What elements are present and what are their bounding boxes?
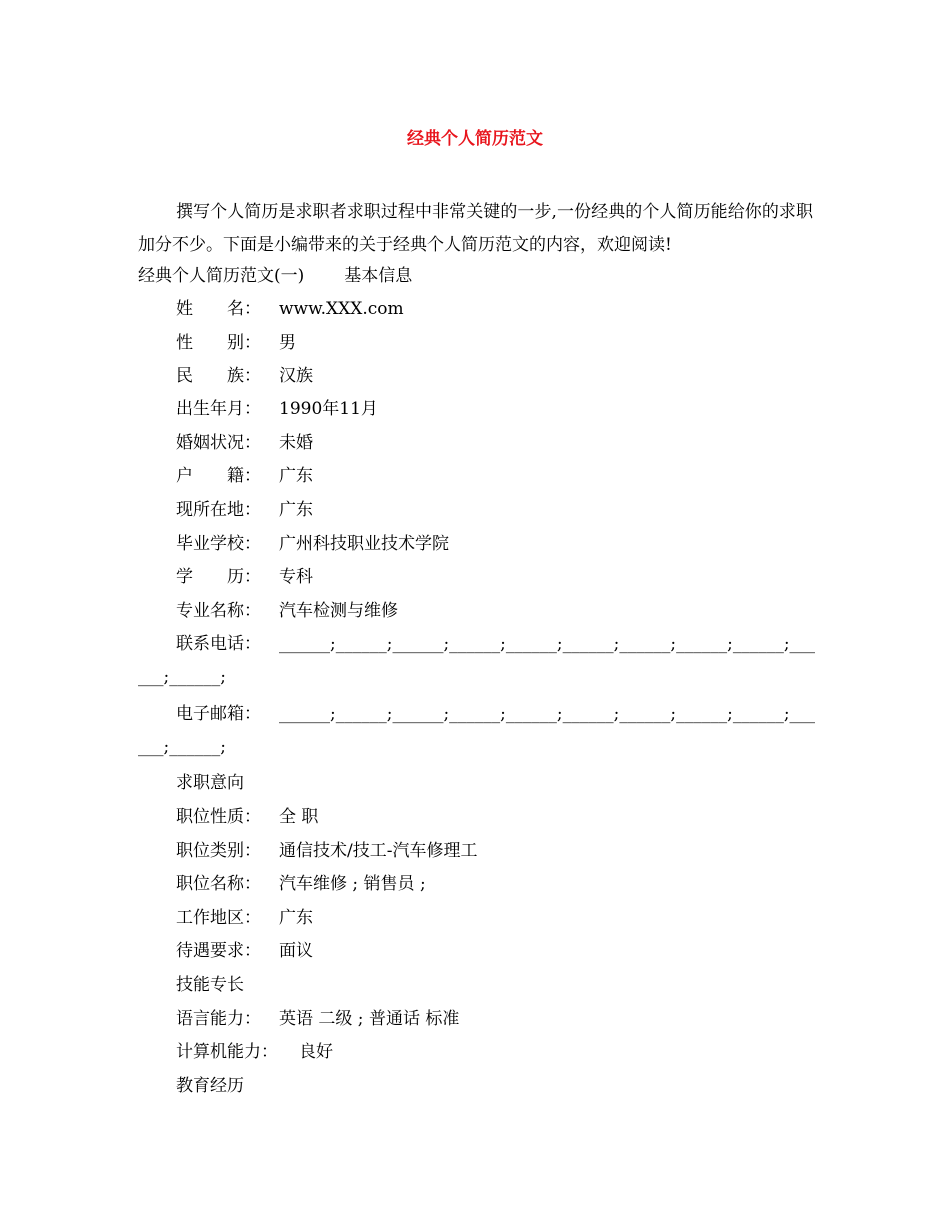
field-label: 民 族： xyxy=(176,366,261,386)
education-heading: 教育经历 xyxy=(176,1076,244,1096)
skills-heading: 技能专长 xyxy=(176,975,244,995)
field-work-area xyxy=(176,907,313,929)
field-label: 婚姻状况： xyxy=(176,433,261,453)
field-label: 专业名称： xyxy=(176,601,261,621)
field-job-position xyxy=(176,873,426,895)
field-value: 汉族 xyxy=(279,366,313,386)
field-label: 户 籍： xyxy=(176,466,261,486)
field-value: 广东 xyxy=(279,908,313,928)
field-residence xyxy=(176,499,313,521)
field-label: 待遇要求： xyxy=(176,941,261,961)
field-school xyxy=(176,533,449,555)
field-label: 联系电话： xyxy=(176,634,261,654)
intention-heading: 求职意向 xyxy=(176,773,244,793)
field-job-type xyxy=(176,806,318,828)
field-value: 面议 xyxy=(279,941,313,961)
field-label: 职位性质： xyxy=(176,807,261,827)
field-major xyxy=(176,600,398,622)
field-value: 良好 xyxy=(299,1042,333,1062)
field-hukou xyxy=(176,465,313,487)
section-title: 经典个人简历范文(一) xyxy=(138,266,305,286)
field-value: 男 xyxy=(279,333,296,353)
field-value: 通信技术/技工-汽车修理工 xyxy=(279,841,478,861)
field-job-category xyxy=(176,840,477,862)
field-ethnicity xyxy=(176,365,313,387)
field-salary xyxy=(176,940,313,962)
field-label: 性 别： xyxy=(176,333,261,353)
field-value: 全 职 xyxy=(279,807,319,827)
document-title: 经典个人简历范文 xyxy=(407,129,543,149)
field-language xyxy=(176,1008,459,1030)
field-label: 现所在地： xyxy=(176,500,261,520)
field-label: 学 历： xyxy=(176,567,261,587)
field-value: ______;______;______;______;______;______;______;______;______;______;______; xyxy=(138,704,816,757)
field-label: 工作地区： xyxy=(176,908,261,928)
field-birth xyxy=(176,398,378,420)
field-value: 专科 xyxy=(279,567,313,587)
field-label: 电子邮箱： xyxy=(176,704,261,724)
field-label: 毕业学校： xyxy=(176,534,261,554)
field-marital xyxy=(176,432,313,454)
field-value: ______;______;______;______;______;______;______;______;______;______;______; xyxy=(138,634,816,687)
section-heading xyxy=(138,265,412,287)
field-value: 广东 xyxy=(279,500,313,520)
field-label: 语言能力： xyxy=(176,1009,261,1029)
field-value: 广州科技职业技术学院 xyxy=(279,534,449,554)
field-value: 汽车检测与维修 xyxy=(279,601,398,621)
field-value: 1990年11月 xyxy=(279,399,378,419)
field-degree xyxy=(176,566,313,588)
field-value: 汽车维修 ; 销售员 ; xyxy=(279,874,426,894)
field-label: 职位类别： xyxy=(176,841,261,861)
field-label: 姓 名： xyxy=(176,299,261,319)
section-subtitle: 基本信息 xyxy=(344,266,413,286)
intro-paragraph: 撰写个人简历是求职者求职过程中非常关键的一步,一份经典的个人简历能给你的求职加分不少。下面是小编带来的关于经典个人简历范文的内容，欢迎阅读! xyxy=(138,202,813,255)
field-label: 计算机能力： xyxy=(176,1042,278,1062)
field-value: www.XXX.com xyxy=(279,299,404,319)
field-name xyxy=(176,298,404,320)
field-label: 职位名称： xyxy=(176,874,261,894)
field-value: 英语 二级 ; 普通话 标准 xyxy=(279,1009,460,1029)
field-phone xyxy=(138,628,818,694)
field-value: 未婚 xyxy=(279,433,313,453)
field-value: 广东 xyxy=(279,466,313,486)
field-label: 出生年月： xyxy=(176,399,261,419)
field-computer xyxy=(176,1041,333,1063)
field-email xyxy=(138,698,818,764)
field-gender xyxy=(176,332,296,354)
